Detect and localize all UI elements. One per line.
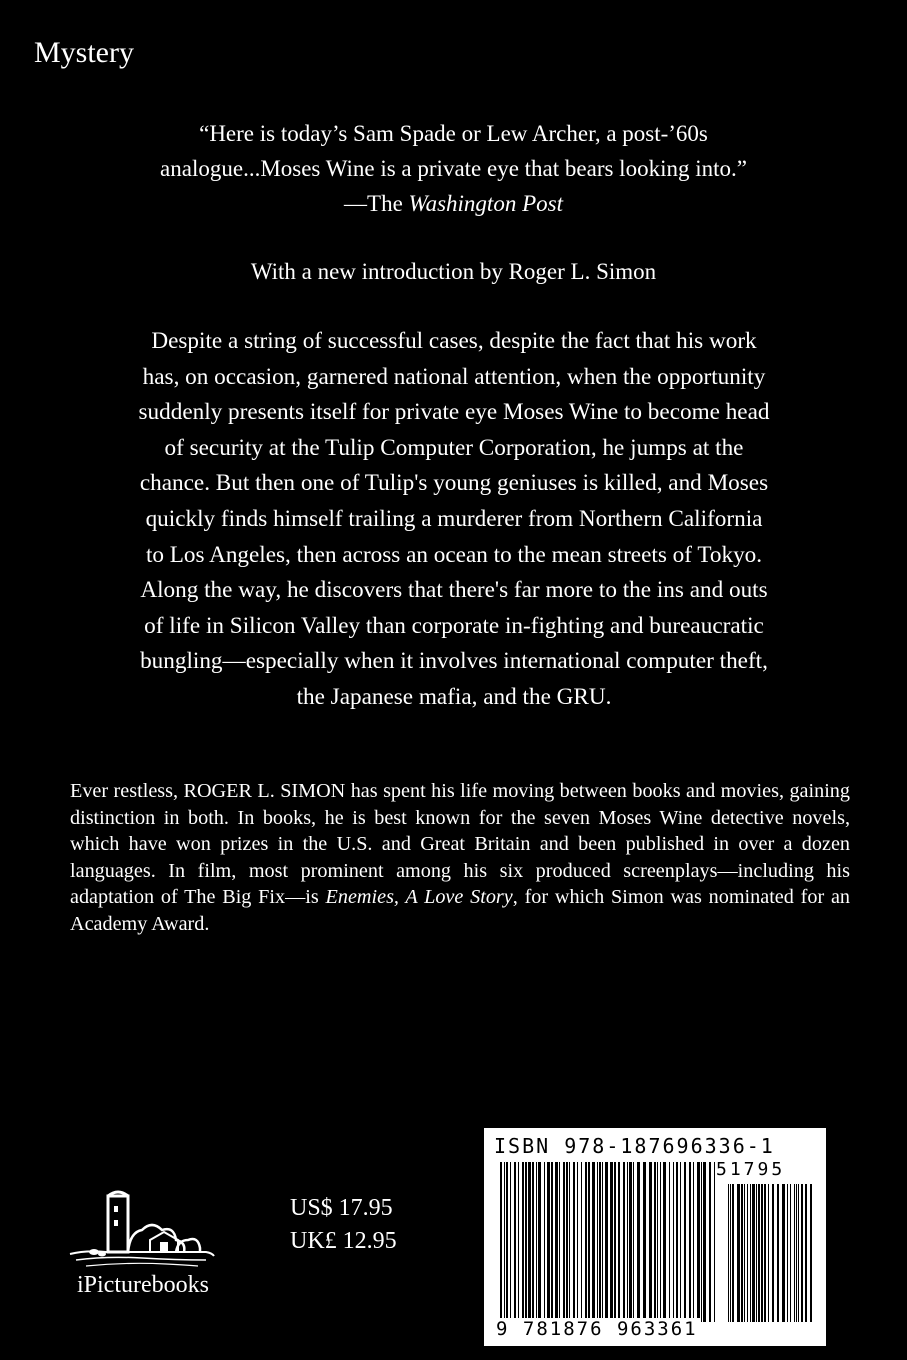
author-bio — [70, 778, 850, 938]
price-code: 51795 — [716, 1159, 786, 1180]
silo-farm-icon — [66, 1190, 216, 1270]
blurb-line: has, on occasion, garnered national attention, when the opportunity — [142, 363, 766, 390]
book-blurb — [74, 324, 834, 716]
barcode-digits: 9 781876 963361 — [496, 1318, 698, 1340]
quote-attribution — [60, 186, 847, 221]
bio-part-2: , for which Simon was nominated for an Academy Award. — [70, 886, 850, 935]
blurb-line: the Japanese mafia, and the GRU. — [296, 683, 612, 710]
isbn-barcode — [484, 1128, 826, 1346]
blurb-line: quickly finds himself trailing a murderer from Northern California — [145, 505, 763, 532]
quote-line-1: “Here is today’s Sam Spade or Lew Archer, a post-’60s — [199, 121, 708, 146]
blurb-line: bungling—especially when it involves international computer theft, — [140, 648, 768, 675]
isbn-label: ISBN 978-187696336-1 — [494, 1134, 775, 1158]
attribution-prefix: —The — [344, 191, 409, 216]
blurb-line: of security at the Tulip Computer Corporation, he jumps at the — [164, 434, 744, 461]
bio-film-title: Enemies, A Love Story — [325, 886, 513, 909]
blurb-line: suddenly presents itself for private eye Moses Wine to become head — [138, 399, 770, 426]
author-bio-text — [70, 778, 850, 938]
attribution-source: Washington Post — [408, 191, 563, 216]
bio-part-1: Ever restless, ROGER L. SIMON has spent his life moving between books and movies, gaining distinction in both. In books, he is best known for the seven Moses Wine detective novels, which have won prizes in the U.S. and Great Britain and been published in over a dozen languages. In film, most prominent among his six produced screenplays—including his adaptation of The Big Fix—is — [70, 780, 850, 909]
publisher-logo — [58, 1190, 228, 1310]
review-quote — [60, 116, 847, 221]
blurb-line: to Los Angeles, then across an ocean to the mean streets of Tokyo. — [145, 541, 763, 568]
price-uk: UK£ 12.95 — [290, 1228, 397, 1254]
price-us: US$ 17.95 — [290, 1195, 393, 1221]
blurb-line: Along the way, he discovers that there's far more to the ins and outs — [140, 577, 768, 604]
genre-label: Mystery — [34, 36, 134, 69]
publisher-name: iPicturebooks — [77, 1272, 209, 1298]
blurb-line: Despite a string of successful cases, despite the fact that his work — [151, 328, 757, 354]
price-block — [290, 1192, 397, 1258]
blurb-line: chance. But then one of Tulip's young geniuses is killed, and Moses — [139, 470, 769, 497]
blurb-line: of life in Silicon Valley than corporate in-fighting and bureaucratic — [144, 612, 764, 639]
introduction-credit: With a new introduction by Roger L. Simon — [250, 259, 657, 284]
quote-line-2: analogue...Moses Wine is a private eye that bears looking into.” — [160, 156, 747, 181]
